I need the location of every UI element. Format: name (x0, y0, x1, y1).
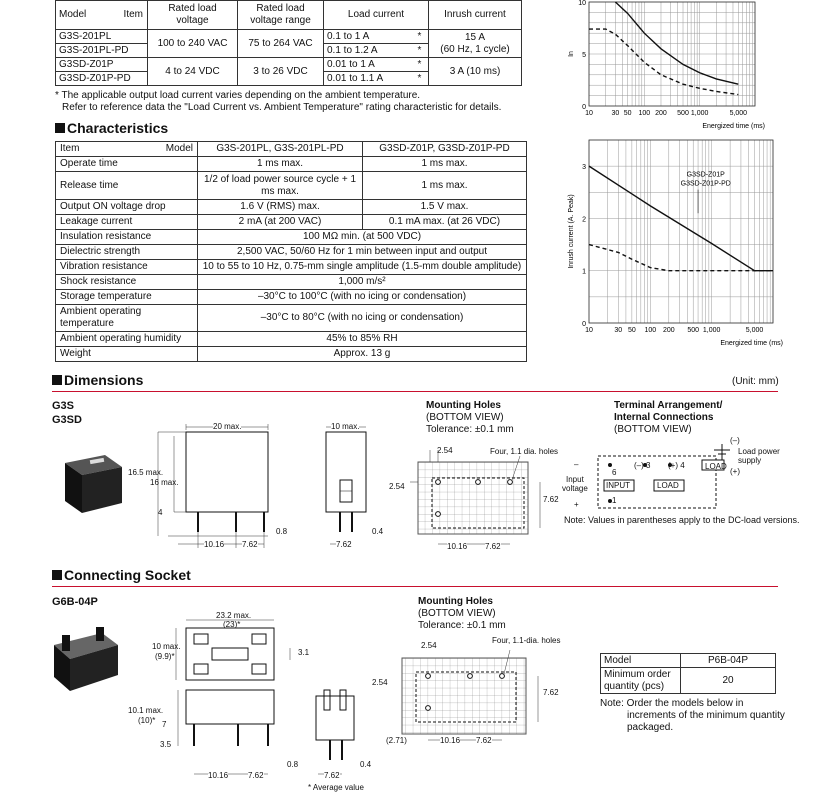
ratings-row-model: G3S-201PL (56, 30, 148, 44)
annotation-label: G3SD-Z01P-PD (680, 180, 731, 188)
mh-2-54b-socket: 2.54 (372, 678, 388, 687)
ta-plus: (+) (730, 467, 740, 476)
x-tick-label: 30 (611, 110, 620, 117)
y-tick-label: 0 (582, 104, 586, 111)
ratings-head-model: Model (59, 9, 87, 20)
x-tick-label: 1,000 (690, 110, 709, 117)
dim-model-g3s: G3S (52, 400, 75, 412)
socket-dim-10-1: 10.1 max. (128, 706, 164, 715)
relay-photo (60, 445, 125, 515)
order-note-1: Note: Order the models below in (600, 698, 744, 709)
socket-dim-7: 7 (162, 720, 167, 729)
x-tick-label: 50 (627, 327, 636, 334)
y-tick-label: 10 (578, 0, 586, 7)
ratings-row-current: 0.01 to 1 A (324, 58, 415, 72)
dim-0-8-relay: 0.8 (276, 527, 288, 536)
annotation-label: G3SD-Z01P (686, 171, 725, 179)
char-row-item: Insulation resistance (56, 230, 198, 245)
ratings-row-star: * (415, 58, 429, 72)
ratings-dc-range: 3 to 26 VDC (238, 58, 324, 86)
ta-input-voltage-1: Input (566, 475, 584, 484)
char-row-common: –30°C to 100°C (with no icing or condensation) (198, 290, 527, 305)
mh-holes-relay: Four, 1.1 dia. holes (490, 447, 559, 456)
x-tick-label: 10 (585, 327, 593, 334)
ratings-row-current: 0.01 to 1.1 A (324, 72, 415, 86)
order-table (600, 653, 776, 694)
ratings-row-star: * (415, 30, 429, 44)
ta-pin-1: 1 (612, 496, 617, 505)
mh-7-62b-relay: 7.62 (485, 542, 501, 551)
char-row-dc: 1 ms max. (363, 172, 527, 200)
x-tick-label: 5,000 (745, 327, 764, 334)
char-row-common: 100 MΩ min. (at 500 VDC) (198, 230, 527, 245)
char-row-ac: 1.6 V (RMS) max. (198, 200, 363, 215)
ratings-row-model: G3SD-Z01P-PD (56, 72, 148, 86)
socket-model: G6B-04P (52, 596, 98, 608)
ratings-row-star: * (415, 72, 429, 86)
x-tick-label: 10 (585, 110, 593, 117)
ratings-row-current: 0.1 to 1.2 A (324, 44, 415, 58)
ta-load-supply-2: supply (738, 456, 762, 465)
ta-pin-4: (+) 4 (668, 461, 685, 470)
mh-2-54a-socket: 2.54 (421, 641, 437, 650)
series-line-solid (615, 2, 738, 84)
char-row-item: Weight (56, 347, 198, 362)
ta-title-2: Internal Connections (614, 412, 714, 423)
ta-minus: (–) (730, 436, 740, 445)
dim-4: 4 (158, 508, 163, 517)
order-note-3: packaged. (627, 722, 674, 733)
socket-dim-0-4: 0.4 (360, 760, 372, 769)
characteristics-heading-text: Characteristics (67, 120, 169, 136)
x-tick-label: 200 (655, 110, 667, 117)
char-head-model: Model (165, 143, 193, 154)
x-tick-label: 100 (644, 327, 657, 334)
ta-plus-sign: + (574, 500, 579, 509)
char-row-item: Ambient operating humidity (56, 332, 198, 347)
order-min-value: 20 (681, 668, 776, 694)
y-tick-label: 2 (582, 216, 586, 224)
dim-16-5: 16.5 max. (128, 468, 164, 477)
char-row-item: Operate time (56, 157, 198, 172)
ratings-ac-inrush-cond: (60 Hz, 1 cycle) (440, 43, 510, 55)
ratings-note-1: * The applicable output load current varies depending on the ambient temperature. (55, 90, 421, 101)
dimensions-heading-text: Dimensions (64, 372, 144, 388)
relay-side-view-drawing (118, 420, 293, 555)
mh-2-54a-relay: 2.54 (437, 446, 453, 455)
char-row-ac: 1/2 of load power source cycle + 1 ms max. (198, 172, 363, 200)
socket-divider (52, 586, 778, 587)
socket-photo (52, 625, 122, 695)
mh-10-16-socket: 10.16 (440, 736, 461, 745)
char-row-ac: 2 mA (at 200 VAC) (198, 215, 363, 230)
ratings-dc-inrush: 3 A (10 ms) (429, 58, 522, 86)
ratings-row-current: 0.1 to 1 A (324, 30, 415, 44)
inrush-chart-dc (560, 138, 785, 354)
mh-tol-socket: Tolerance: ±0.1 mm (418, 620, 506, 631)
char-row-common: –30°C to 80°C (with no icing or condensation) (198, 305, 527, 332)
series-line-dashed (589, 29, 738, 95)
char-row-item: Release time (56, 172, 198, 200)
char-row-common: 2,500 VAC, 50/60 Hz for 1 min between input and output (198, 245, 527, 260)
unit-label: (Unit: mm) (732, 376, 779, 387)
characteristics-table (55, 141, 527, 362)
char-row-dc: 0.1 mA max. (at 26 VDC) (363, 215, 527, 230)
ta-input-voltage-2: voltage (562, 484, 588, 493)
heading-square-icon (52, 570, 62, 580)
order-min-label: Minimum order quantity (pcs) (601, 668, 681, 694)
y-tick-label: 5 (582, 52, 586, 59)
ratings-ac-inrush (429, 30, 522, 58)
char-head-ac: G3S-201PL, G3S-201PL-PD (198, 142, 363, 157)
ta-load-supply-1: Load power (738, 447, 780, 456)
char-head-item-model (56, 142, 198, 157)
socket-dim-23-2: 23.2 max. (216, 611, 252, 620)
socket-dim-3-1: 3.1 (298, 648, 310, 657)
x-tick-label: 100 (638, 110, 651, 117)
ratings-head-inrush: Inrush current (429, 1, 522, 30)
char-row-common: Approx. 13 g (198, 347, 527, 362)
socket-dim-10-16: 10.16 (208, 771, 229, 780)
ratings-table (55, 0, 522, 86)
ta-pin-3: (–) 3 (634, 461, 651, 470)
mh-view-relay: (BOTTOM VIEW) (426, 412, 504, 423)
x-tick-label: 500 (687, 327, 700, 334)
dim-20: 20 max. (213, 422, 242, 431)
ratings-head-range: Rated load voltage range (238, 1, 324, 30)
mh-7-62-relay: 7.62 (543, 495, 559, 504)
mh-7-62b-socket: 7.62 (476, 736, 492, 745)
dim-16: 16 max. (150, 478, 179, 487)
socket-dim-9-9: (9.9)* (155, 652, 175, 661)
socket-drawings (150, 606, 330, 786)
ta-load-box2-label: LOAD (657, 481, 679, 490)
x-tick-label: 5,000 (729, 110, 748, 117)
mh-tol-relay: Tolerance: ±0.1 mm (426, 424, 514, 435)
socket-dim-3-5: 3.5 (160, 740, 172, 749)
x-tick-label: 30 (614, 327, 623, 334)
order-head-model: Model (601, 654, 681, 668)
mh-2-54b-relay: 2.54 (389, 482, 405, 491)
heading-square-icon (55, 123, 65, 133)
heading-square-icon (52, 375, 62, 385)
ratings-ac-range: 75 to 264 VAC (238, 30, 324, 58)
dim-10-front: 10 max. (331, 422, 360, 431)
char-row-ac: 1 ms max. (198, 157, 363, 172)
x-axis-label: Energized time (ms) (720, 340, 783, 347)
dim-10-16-relay: 10.16 (204, 540, 225, 549)
char-row-item: Output ON voltage drop (56, 200, 198, 215)
char-head-item: Item (60, 143, 80, 154)
mh-view-socket: (BOTTOM VIEW) (418, 608, 496, 619)
socket-average-note: * Average value (308, 783, 364, 792)
mh-title-relay: Mounting Holes (426, 400, 501, 411)
x-tick-label: 500 (677, 110, 689, 117)
socket-dim-10: 10 max. (152, 642, 181, 651)
inrush-chart-ac (560, 0, 785, 138)
mounting-holes-grid-relay (410, 440, 560, 555)
socket-dim-0-8: 0.8 (287, 760, 299, 769)
mh-10-16-relay: 10.16 (447, 542, 468, 551)
mh-7-62-socket: 7.62 (543, 688, 559, 697)
socket-side-view (308, 688, 368, 780)
ratings-ac-voltage: 100 to 240 VAC (148, 30, 238, 58)
dimensions-note: Note: Values in parentheses apply to the DC-load versions. (564, 515, 800, 525)
ratings-ac-inrush-value: 15 A (464, 31, 486, 43)
ta-minus-sign: – (574, 460, 579, 469)
y-axis-label: Inrush current (A. Peak) (568, 194, 575, 269)
x-axis-label: Energized time (ms) (702, 123, 765, 130)
dim-0-4-front: 0.4 (372, 527, 384, 536)
plot-frame (589, 140, 773, 323)
dim-7-62-relay: 7.62 (242, 540, 258, 549)
ratings-row-model: G3S-201PL-PD (56, 44, 148, 58)
order-note-2: increments of the minimum quantity (627, 710, 785, 721)
ta-input-box-label: INPUT (606, 481, 630, 490)
dim-model-g3sd: G3SD (52, 414, 82, 426)
ratings-row-model: G3SD-Z01P (56, 58, 148, 72)
dimensions-divider (52, 391, 778, 392)
y-axis-label: In (568, 51, 575, 57)
char-row-common: 1,000 m/s² (198, 275, 527, 290)
socket-dim-10p: (10)* (138, 716, 156, 725)
char-row-dc: 1.5 V max. (363, 200, 527, 215)
char-row-dc: 1 ms max. (363, 157, 527, 172)
series-line-dashed (589, 245, 773, 271)
y-tick-label: 3 (582, 164, 586, 172)
y-tick-label: 0 (582, 321, 586, 328)
char-row-item: Leakage current (56, 215, 198, 230)
x-tick-label: 1,000 (702, 327, 721, 334)
char-row-item: Vibration resistance (56, 260, 198, 275)
ta-pin-6: 6 (612, 468, 617, 477)
char-row-item: Dielectric strength (56, 245, 198, 260)
ta-load-box-label: LOAD (705, 462, 727, 471)
socket-dim-7-62: 7.62 (248, 771, 264, 780)
ta-view: (BOTTOM VIEW) (614, 424, 692, 435)
dimensions-heading (52, 372, 143, 388)
order-head-value: P6B-04P (681, 654, 776, 668)
ratings-head-voltage: Rated load voltage (148, 1, 238, 30)
char-row-common: 45% to 85% RH (198, 332, 527, 347)
ta-title-1: Terminal Arrangement/ (614, 400, 723, 411)
ratings-head-model-item (56, 1, 148, 30)
char-row-common: 10 to 55 to 10 Hz, 0.75-mm single amplitude (1.5-mm double amplitude) (198, 260, 527, 275)
ratings-note-2: Refer to reference data the "Load Current vs. Ambient Temperature" rating characteristic for details. (62, 102, 502, 113)
ratings-head-item: Item (123, 9, 143, 20)
socket-dim-7-62b: 7.62 (324, 771, 340, 780)
socket-dim-23: (23)* (223, 620, 241, 629)
y-tick-label: 1 (582, 268, 586, 276)
mh-title-socket: Mounting Holes (418, 596, 493, 607)
char-row-item: Storage temperature (56, 290, 198, 305)
dim-7-62-front: 7.62 (336, 540, 352, 549)
characteristics-heading (55, 120, 168, 136)
x-tick-label: 200 (662, 327, 675, 334)
mounting-holes-grid-socket (398, 636, 561, 751)
socket-heading-text: Connecting Socket (64, 567, 191, 583)
char-row-item: Shock resistance (56, 275, 198, 290)
ratings-dc-voltage: 4 to 24 VDC (148, 58, 238, 86)
ratings-row-star: * (415, 44, 429, 58)
x-tick-label: 50 (623, 110, 632, 117)
char-head-dc: G3SD-Z01P, G3SD-Z01P-PD (363, 142, 527, 157)
mh-2-71-socket: (2.71) (386, 736, 407, 745)
socket-heading (52, 567, 191, 583)
mh-holes-socket: Four, 1.1-dia. holes (492, 636, 561, 645)
ratings-head-current: Load current (324, 1, 429, 30)
char-row-item: Ambient operating temperature (56, 305, 198, 332)
